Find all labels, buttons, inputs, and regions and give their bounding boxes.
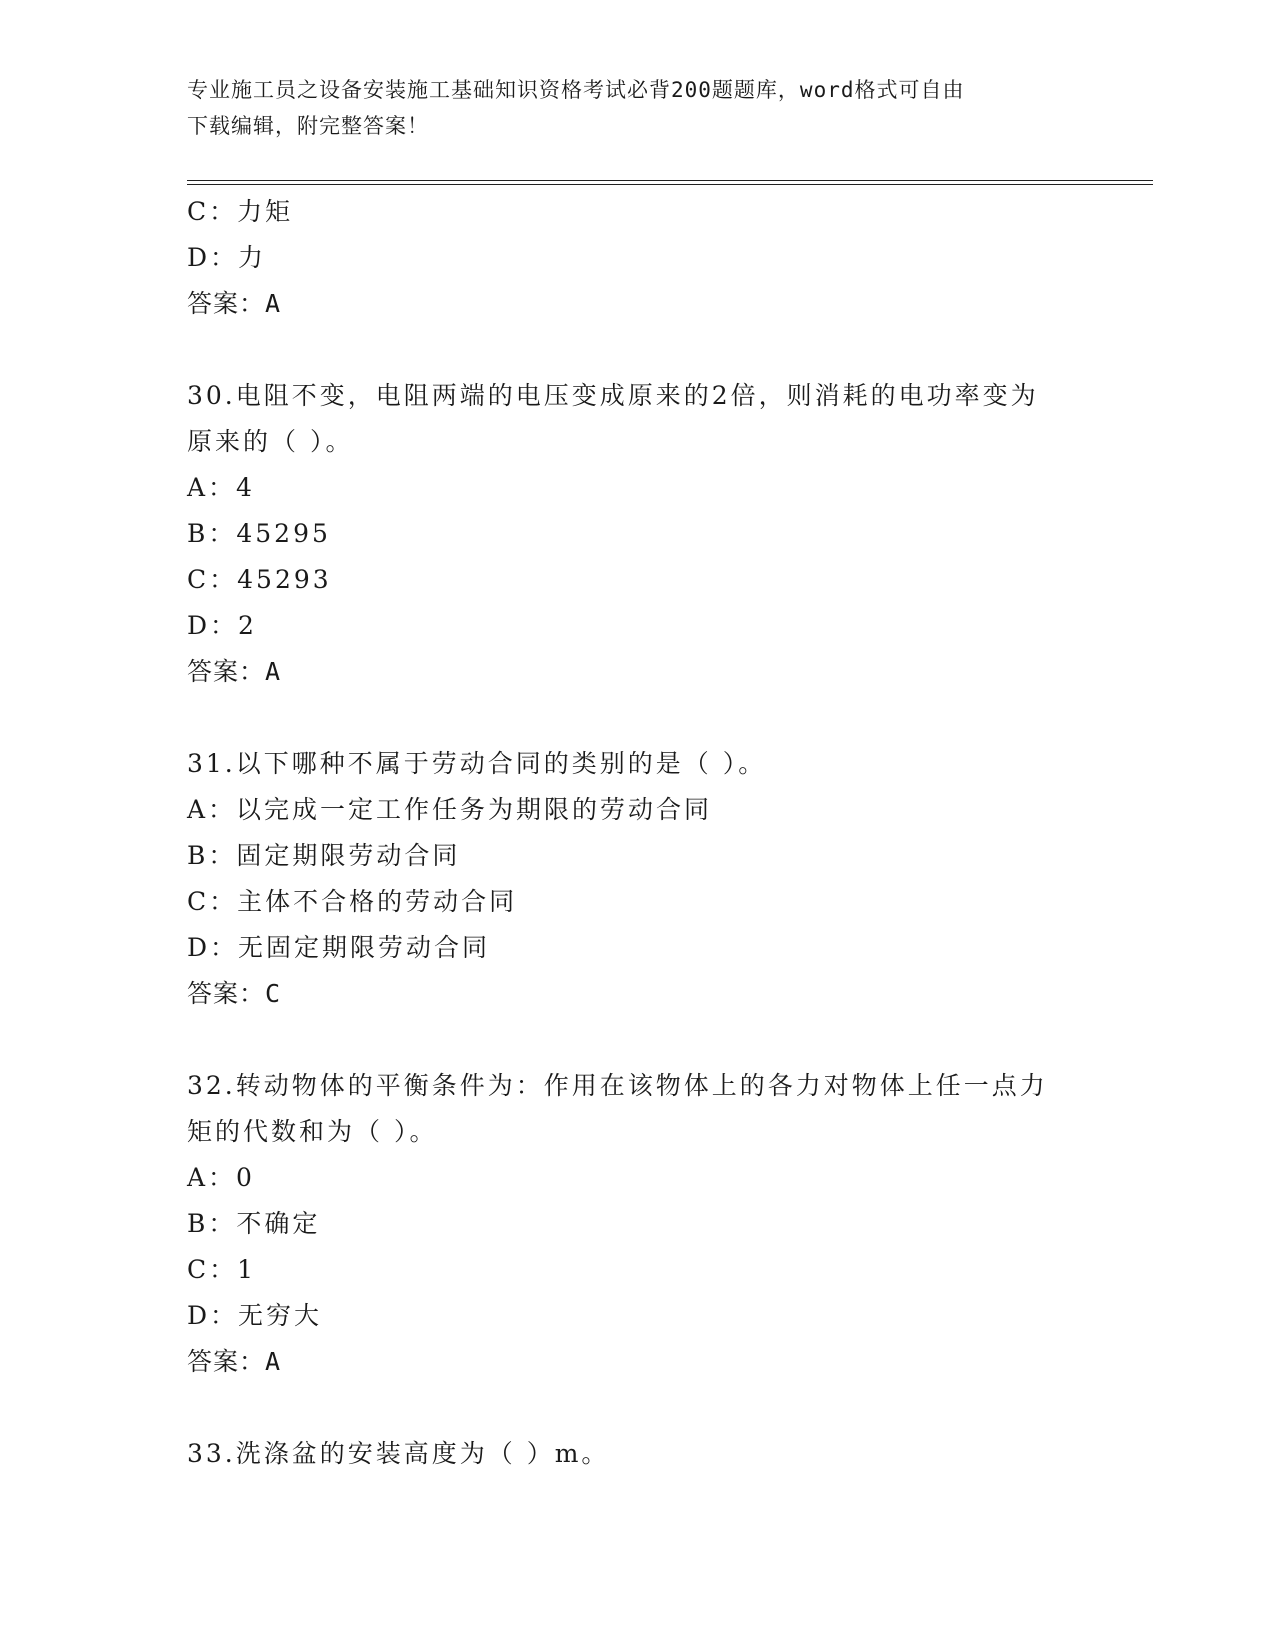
option-a: A：以完成一定工作任务为期限的劳动合同: [187, 795, 713, 824]
question-text: 32.转动物体的平衡条件为：作用在该物体上的各力对物体上任一点力: [187, 1071, 1048, 1100]
option-d: D：无固定期限劳动合同: [187, 933, 491, 962]
answer-line: [187, 649, 1087, 695]
question-spacer: [187, 1017, 1087, 1063]
question-text: 31.以下哪种不属于劳动合同的类别的是（ ）。: [187, 749, 767, 778]
question-text: 30.电阻不变，电阻两端的电压变成原来的2倍，则消耗的电功率变为: [187, 381, 1039, 410]
option-c: C：主体不合格的劳动合同: [187, 887, 518, 916]
header-divider-top: [187, 180, 1153, 181]
option-a: A：4: [187, 473, 255, 502]
header-divider-bottom: [187, 184, 1153, 185]
question-29-tail: [187, 189, 1087, 327]
answer-value: A: [265, 289, 282, 318]
option-b: B：不确定: [187, 1209, 321, 1238]
answer-value: A: [265, 1347, 282, 1376]
question-spacer: [187, 695, 1087, 741]
answer-value: C: [265, 979, 282, 1008]
option-a: A：0: [187, 1163, 255, 1192]
option-c: C：1: [187, 1255, 257, 1284]
answer-line: [187, 281, 1087, 327]
answer-label: 答案：: [187, 979, 266, 1008]
option-b: B：45295: [187, 519, 331, 548]
question-text: 原来的（ ）。: [187, 427, 354, 456]
question-text: 33.洗涤盆的安装高度为（ ）m。: [187, 1439, 610, 1468]
option-d: D：力: [187, 243, 267, 272]
question-32: [187, 1063, 1087, 1385]
option-d: D：无穷大: [187, 1301, 323, 1330]
answer-label: 答案：: [187, 657, 266, 686]
question-list: [187, 189, 1087, 1477]
header-line-1: 专业施工员之设备安装施工基础知识资格考试必背200题题库，word格式可自由: [187, 78, 965, 102]
question-30: [187, 373, 1087, 695]
question-31: [187, 741, 1087, 1017]
option-d: D：2: [187, 611, 257, 640]
answer-label: 答案：: [187, 289, 266, 318]
answer-line: [187, 971, 1087, 1017]
answer-line: [187, 1339, 1087, 1385]
question-33: [187, 1431, 1087, 1477]
header-line-2: 下载编辑，附完整答案！: [187, 114, 429, 138]
option-c: C：力矩: [187, 197, 294, 226]
answer-label: 答案：: [187, 1347, 266, 1376]
question-text: 矩的代数和为（ ）。: [187, 1117, 438, 1146]
answer-value: A: [265, 657, 282, 686]
option-c: C：45293: [187, 565, 332, 594]
document-header: [187, 72, 1087, 144]
question-spacer: [187, 327, 1087, 373]
option-b: B：固定期限劳动合同: [187, 841, 461, 870]
question-spacer: [187, 1385, 1087, 1431]
